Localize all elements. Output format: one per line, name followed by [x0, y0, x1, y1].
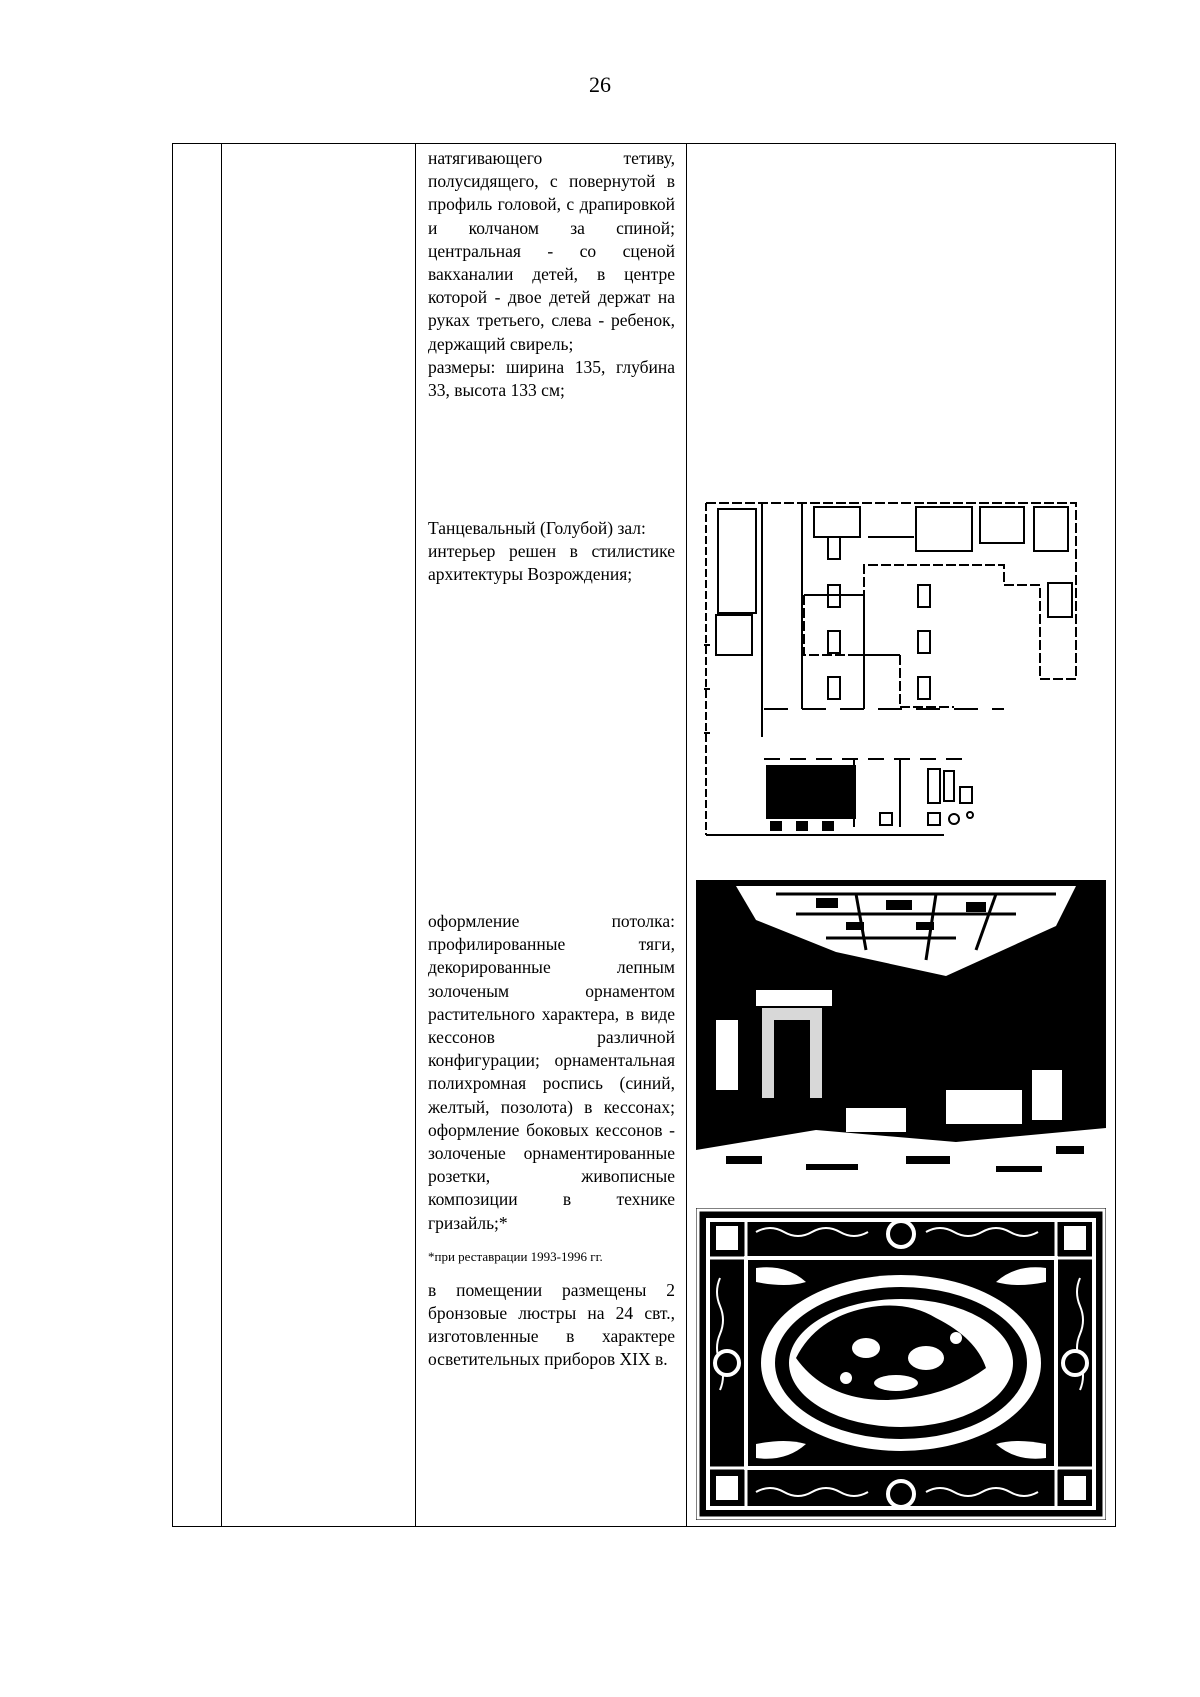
floor-plan-image: [704, 497, 1078, 839]
hall-interior: интерьер решен в стилистике архитектуры Возрождения;: [428, 541, 675, 585]
hall-interior-photo: [696, 880, 1106, 1186]
ceiling-description-cell: [428, 910, 675, 1372]
sculpture-sizes: размеры: ширина 135, глубина 33, высота 133 см;: [428, 356, 675, 401]
column-divider: [686, 144, 687, 1526]
page-number: 26: [589, 72, 611, 97]
column-divider: [221, 144, 222, 1526]
restoration-note: *при реставрации 1993-1996 гг.: [428, 1248, 603, 1264]
column-divider: [415, 144, 416, 1526]
sculpture-description-cell: [428, 147, 675, 402]
chandeliers-description: в помещении размещены 2 бронзовые люстры на 24 свт., изготовленные в характере осветительных приборов XIX в.: [428, 1279, 675, 1370]
ceiling-coffer-photo: [696, 1208, 1106, 1520]
sculpture-description: натягивающего тетиву, полусидящего, с повернутой в профиль головой, с драпировкой и колчаном за спиной; центральная - со сценой вакханалии детей, в центре которой - двое детей держат на руках третьего, слева - ребенок, держащий свирель;: [428, 148, 675, 354]
hall-title: Танцевальный (Голубой) зал:: [428, 518, 646, 538]
ceiling-design: оформление потолка: профилированные тяги, декорированные лепным золоченым орнаментом растительного характера, в виде кессонов различной конфигурации; орнаментальная полихромная роспись (синий, желтый, позолота) в кессонах; оформление боковых кессонов - золоченые орнаментированные розетки, живописные композиции в технике гризайль;*: [428, 911, 675, 1233]
hall-description-cell: [428, 517, 675, 587]
